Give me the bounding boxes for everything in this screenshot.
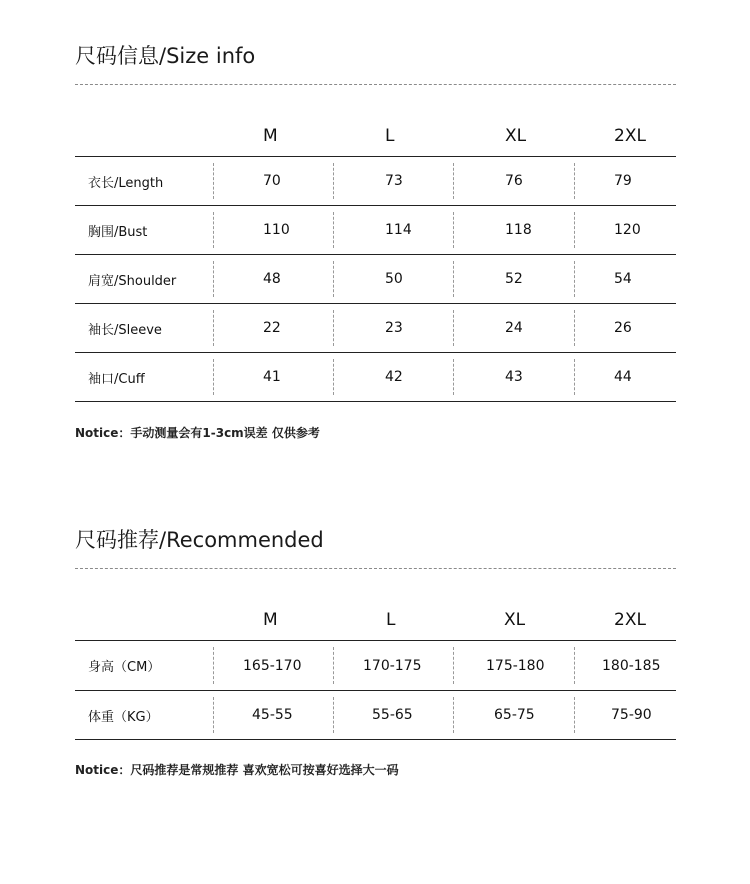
recommended-header-row <box>75 600 676 641</box>
table-cell: 26 <box>614 320 632 336</box>
table-cell: 120 <box>614 222 641 238</box>
table-cell: 70 <box>263 173 281 189</box>
table-row-bust <box>75 206 676 255</box>
column-separator <box>574 212 575 248</box>
column-header-xl: XL <box>505 126 527 146</box>
row-label-bust: 胸围/Bust <box>88 224 148 240</box>
size-info-divider <box>75 84 676 85</box>
table-cell: 54 <box>614 271 632 287</box>
table-cell: 48 <box>263 271 281 287</box>
column-separator <box>333 212 334 248</box>
column-header-2xl: 2XL <box>614 126 646 146</box>
table-cell: 55-65 <box>372 707 413 723</box>
column-separator <box>213 647 214 684</box>
size-info-notice: Notice：手动测量会有1-3cm误差 仅供参考 <box>75 426 320 440</box>
table-cell: 52 <box>505 271 523 287</box>
recommended-notice: Notice：尺码推荐是常规推荐 喜欢宽松可按喜好选择大一码 <box>75 763 399 777</box>
row-label-height: 身高（CM） <box>88 660 161 675</box>
column-separator <box>213 212 214 248</box>
column-separator <box>574 359 575 395</box>
table-cell: 180-185 <box>602 657 661 674</box>
table-cell: 44 <box>614 369 632 385</box>
column-separator <box>213 261 214 297</box>
row-label-cuff: 袖口/Cuff <box>88 371 145 387</box>
table-cell: 42 <box>385 369 403 385</box>
table-cell: 75-90 <box>611 707 652 723</box>
column-separator <box>213 359 214 395</box>
row-label-length: 衣长/Length <box>88 175 164 191</box>
recommended-table <box>75 600 676 740</box>
table-cell: 22 <box>263 320 281 336</box>
table-cell: 118 <box>505 222 532 238</box>
column-separator <box>453 261 454 297</box>
column-separator <box>453 310 454 346</box>
table-cell: 45-55 <box>252 707 293 723</box>
column-separator <box>574 261 575 297</box>
column-separator <box>453 163 454 199</box>
size-info-header-row <box>75 116 676 157</box>
table-cell: 114 <box>385 222 412 238</box>
column-separator <box>453 359 454 395</box>
column-separator <box>213 697 214 733</box>
column-separator <box>333 310 334 346</box>
column-separator <box>213 310 214 346</box>
table-row-height <box>75 641 676 691</box>
recommended-divider <box>75 568 676 569</box>
column-separator <box>574 163 575 199</box>
table-cell: 43 <box>505 369 523 385</box>
table-row-cuff <box>75 353 676 402</box>
row-label-sleeve: 袖长/Sleeve <box>88 322 162 338</box>
table-cell: 23 <box>385 320 403 336</box>
table-row-sleeve <box>75 304 676 353</box>
row-label-shoulder: 肩宽/Shoulder <box>88 273 177 289</box>
column-header-xl: XL <box>504 610 526 630</box>
table-cell: 65-75 <box>494 707 535 723</box>
column-separator <box>574 310 575 346</box>
recommended-title: 尺码推荐/Recommended <box>75 528 324 552</box>
table-cell: 41 <box>263 369 281 385</box>
table-cell: 175-180 <box>486 657 545 674</box>
column-separator <box>453 212 454 248</box>
column-separator <box>333 647 334 684</box>
column-header-m: M <box>263 126 278 146</box>
column-separator <box>333 261 334 297</box>
column-separator <box>574 647 575 684</box>
column-separator <box>574 697 575 733</box>
column-separator <box>333 697 334 733</box>
column-separator <box>333 163 334 199</box>
column-header-m: M <box>263 610 278 630</box>
column-separator <box>453 647 454 684</box>
table-cell: 165-170 <box>243 657 302 674</box>
size-info-table <box>75 116 676 402</box>
row-label-weight: 体重（KG） <box>88 709 159 725</box>
table-row-weight <box>75 691 676 740</box>
column-separator <box>333 359 334 395</box>
column-separator <box>453 697 454 733</box>
table-cell: 73 <box>385 173 403 189</box>
table-cell: 24 <box>505 320 523 336</box>
column-separator <box>213 163 214 199</box>
column-header-l: L <box>386 610 396 630</box>
table-row-shoulder <box>75 255 676 304</box>
column-header-l: L <box>385 126 395 146</box>
column-header-2xl: 2XL <box>614 610 646 630</box>
table-cell: 170-175 <box>363 657 422 674</box>
table-cell: 50 <box>385 271 403 287</box>
table-cell: 79 <box>614 173 632 189</box>
table-cell: 76 <box>505 173 523 189</box>
size-info-title: 尺码信息/Size info <box>75 44 256 68</box>
table-row-length <box>75 157 676 206</box>
table-cell: 110 <box>263 222 290 238</box>
